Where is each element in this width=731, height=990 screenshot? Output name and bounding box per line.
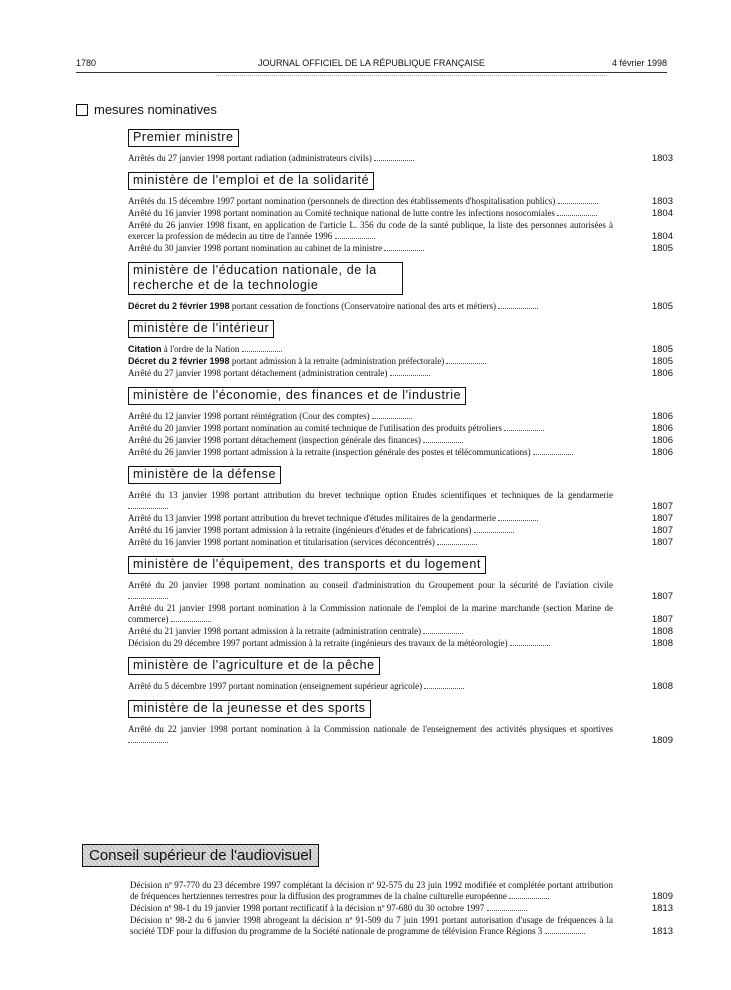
- entry-text: [128, 301, 613, 312]
- entry-description: Décision nº 98-2 du 6 janvier 1998 abrogeant la décision nº 91-509 du 7 juin 1991 portant autorisation d'usage de fréquences à la société TDF pour la diffusion du programme de la Société nationale de programme de télévision France Régions 3: [130, 915, 613, 936]
- entry-description: Arrêté du 16 janvier 1998 portant nomination et titularisation (services déconcentrés): [128, 537, 435, 547]
- header-dotted-rule: [216, 75, 607, 76]
- entry-description: portant admission à la retraite (administration préfectorale): [229, 356, 445, 366]
- journal-title: JOURNAL OFFICIEL DE LA RÉPUBLIQUE FRANÇAISE: [258, 58, 485, 68]
- entry-description: Arrêté du 13 janvier 1998 portant attribution du brevet technique option Etudes scientifiques et techniques de la gendarmerie: [128, 490, 613, 500]
- summary-entry: [128, 196, 673, 207]
- page-reference: 1804: [651, 231, 673, 242]
- page-number: 1780: [76, 58, 97, 68]
- entry-bold-text: Citation: [128, 344, 162, 354]
- entry-text: [128, 537, 613, 548]
- summary-entry: [128, 423, 673, 434]
- summary-entry: [130, 880, 673, 902]
- entry-text: [128, 603, 613, 625]
- dot-leader: [487, 903, 527, 911]
- page-reference: 1805: [651, 344, 673, 355]
- entry-text: [128, 580, 613, 602]
- page-header: [76, 58, 667, 78]
- page-reference: 1805: [651, 243, 673, 254]
- entry-text: [128, 411, 613, 422]
- page-reference: 1808: [651, 681, 673, 692]
- dot-leader: [437, 537, 477, 545]
- summary-entry: [128, 435, 673, 446]
- entry-bold-text: Décret du 2 février 1998: [128, 301, 230, 311]
- dot-leader: [424, 681, 464, 689]
- summary-entry: [130, 903, 673, 914]
- page-reference: 1807: [651, 591, 673, 602]
- page-reference: 1806: [651, 423, 673, 434]
- entry-description: Arrêtés du 15 décembre 1997 portant nomination (personnels de direction des établissements d'hospitalisation publics): [128, 196, 556, 206]
- page-reference: 1807: [651, 614, 673, 625]
- ministry-heading: ministère de l'agriculture et de la pêche: [128, 657, 380, 675]
- ministry-heading: ministère de la défense: [128, 466, 281, 484]
- square-bullet-icon: [76, 104, 88, 116]
- dot-leader: [474, 525, 514, 533]
- ministry-block: [128, 554, 673, 649]
- dot-leader: [128, 735, 168, 743]
- summary-content: [76, 102, 673, 752]
- ministry-block: [128, 385, 673, 458]
- dot-leader: [498, 301, 538, 309]
- ministry-heading: ministère de l'équipement, des transports et du logement: [128, 556, 486, 574]
- entry-description: portant cessation de fonctions (Conservatoire national des arts et métiers): [229, 301, 496, 311]
- summary-entry: [128, 537, 673, 548]
- entry-text: [128, 153, 613, 164]
- dot-leader: [423, 626, 463, 634]
- ministry-heading: ministère de l'emploi et de la solidarité: [128, 172, 374, 190]
- page-reference: 1807: [651, 537, 673, 548]
- dot-leader: [335, 231, 375, 239]
- ministry-block: [128, 698, 673, 746]
- entry-text: [130, 880, 613, 902]
- csa-entries: [130, 880, 673, 938]
- page-reference: 1806: [651, 411, 673, 422]
- page-reference: 1809: [651, 735, 673, 746]
- summary-entry: [128, 208, 673, 219]
- page-reference: 1806: [651, 447, 673, 458]
- header-rule: [76, 72, 667, 73]
- summary-entry: [128, 243, 673, 254]
- entry-description: Arrêté du 5 décembre 1997 portant nomination (enseignement supérieur agricole): [128, 681, 423, 691]
- entry-text: [128, 525, 613, 536]
- dot-leader: [128, 591, 168, 599]
- dot-leader: [390, 368, 430, 376]
- summary-entry: [128, 411, 673, 422]
- issue-date: 4 février 1998: [611, 58, 667, 68]
- dot-leader: [545, 926, 585, 934]
- summary-entry: [128, 490, 673, 512]
- page-reference: 1803: [651, 153, 673, 164]
- entry-description: Arrêté du 26 janvier 1998 portant détachement (inspection générale des finances): [128, 435, 421, 445]
- summary-entry: [128, 580, 673, 602]
- entry-text: [128, 490, 613, 512]
- summary-entry: [128, 724, 673, 746]
- summary-entry: [128, 356, 673, 367]
- page-reference: 1807: [651, 501, 673, 512]
- dot-leader: [533, 447, 573, 455]
- entry-description: Arrêtés du 27 janvier 1998 portant radiation (administrateurs civils): [128, 153, 372, 163]
- page-reference: 1804: [651, 208, 673, 219]
- summary-entry: [128, 626, 673, 637]
- dot-leader: [423, 435, 463, 443]
- summary-entry: [128, 603, 673, 625]
- entry-text: [128, 423, 613, 434]
- entry-text: [128, 356, 613, 367]
- entry-description: Arrêté du 27 janvier 1998 portant détachement (administration centrale): [128, 368, 388, 378]
- entry-text: [128, 435, 613, 446]
- entry-description: Décision nº 97-770 du 23 décembre 1997 complétant la décision nº 92-575 du 23 juin 1992 modifiée et complétée portant attribution de fréquences hertziennes terrestres pour la diffusion des programmes de la chaîne culturelle européenne: [130, 880, 613, 901]
- page-reference: 1803: [651, 196, 673, 207]
- summary-entry: [128, 301, 673, 312]
- page-reference: 1813: [651, 903, 673, 914]
- ministry-heading: ministère de la jeunesse et des sports: [128, 700, 371, 718]
- entry-text: [128, 626, 613, 637]
- ministry-block: [128, 318, 673, 379]
- page-reference: 1809: [651, 891, 673, 902]
- entry-description: Arrêté du 20 janvier 1998 portant nomination au conseil d'administration du Groupement pour la sécurité de l'aviation civile: [128, 580, 613, 590]
- entry-text: [128, 196, 613, 207]
- section-heading: [76, 102, 673, 117]
- dot-leader: [384, 243, 424, 251]
- entry-description: Arrêté du 16 janvier 1998 portant nomination au Comité technique national de lutte contre les infections nosocomiales: [128, 208, 555, 218]
- section-title: mesures nominatives: [94, 102, 217, 117]
- entry-text: [128, 638, 613, 649]
- summary-entry: [128, 368, 673, 379]
- ministry-block: [128, 260, 673, 312]
- ministry-block: [128, 464, 673, 548]
- summary-entry: [128, 447, 673, 458]
- summary-entry: [128, 344, 673, 355]
- ministry-block: [128, 127, 673, 164]
- entry-description: Arrêté du 26 janvier 1998 fixant, en application de l'article L. 356 du code de la santé publique, la liste des personnes autorisées à exercer la profession de médecin au titre de l'année 1996: [128, 220, 613, 241]
- entry-text: [128, 724, 613, 746]
- entry-description: Arrêté du 26 janvier 1998 portant admission à la retraite (inspection générale des postes et télécommunications): [128, 447, 531, 457]
- entry-description: Arrêté du 13 janvier 1998 portant attribution du brevet technique d'études militaires de la gendarmerie: [128, 513, 496, 523]
- dot-leader: [510, 638, 550, 646]
- dot-leader: [374, 153, 414, 161]
- dot-leader: [557, 208, 597, 216]
- summary-entry: [128, 513, 673, 524]
- entry-description: Arrêté du 16 janvier 1998 portant admission à la retraite (ingénieurs d'études et de fabrications): [128, 525, 472, 535]
- page-reference: 1807: [651, 525, 673, 536]
- csa-banner: Conseil supérieur de l'audiovisuel: [82, 844, 319, 867]
- page-reference: 1805: [651, 301, 673, 312]
- entry-description: Arrêté du 21 janvier 1998 portant nomination à la Commission nationale de l'emploi de la marine marchande (section Marine de commerce): [128, 603, 613, 624]
- entry-description: Arrêté du 12 janvier 1998 portant réintégration (Cour des comptes): [128, 411, 370, 421]
- entry-text: [128, 208, 613, 219]
- entry-description: Arrêté du 30 janvier 1998 portant nomination au cabinet de la ministre: [128, 243, 383, 253]
- entry-description: Décision nº 98-1 du 19 janvier 1998 portant rectificatif à la décision nº 97-680 du 30 octobre 1997: [130, 903, 485, 913]
- summary-entry: [128, 681, 673, 692]
- page-reference: 1813: [651, 926, 673, 937]
- entry-text: [128, 368, 613, 379]
- page-reference: 1807: [651, 513, 673, 524]
- entry-text: [130, 915, 613, 937]
- dot-leader: [558, 196, 598, 204]
- entry-text: [128, 344, 613, 355]
- entry-description: à l'ordre de la Nation: [161, 344, 240, 354]
- summary-entry: [128, 220, 673, 242]
- entry-bold-text: Décret du 2 février 1998: [128, 356, 230, 366]
- entry-text: [128, 513, 613, 524]
- entry-description: Arrêté du 21 janvier 1998 portant admission à la retraite (administration centrale): [128, 626, 422, 636]
- ministry-block: [128, 170, 673, 254]
- entry-description: Arrêté du 22 janvier 1998 portant nomination à la Commission nationale de l'enseignement des activités physiques et sportives: [128, 724, 613, 734]
- dot-leader: [372, 411, 412, 419]
- summary-entry: [130, 915, 673, 937]
- summary-entry: [128, 153, 673, 164]
- dot-leader: [446, 356, 486, 364]
- dot-leader: [242, 344, 282, 352]
- page-reference: 1805: [651, 356, 673, 367]
- entry-description: Arrêté du 20 janvier 1998 portant nomination au comité technique de l'utilisation des produits pétroliers: [128, 423, 503, 433]
- entry-text: [128, 243, 613, 254]
- ministry-block: [128, 655, 673, 692]
- entry-text: [128, 447, 613, 458]
- entry-text: [128, 220, 613, 242]
- dot-leader: [504, 423, 544, 431]
- ministry-heading: Premier ministre: [128, 129, 239, 147]
- dot-leader: [509, 891, 549, 899]
- entry-text: [130, 903, 613, 914]
- ministry-heading: ministère de l'économie, des finances et de l'industrie: [128, 387, 466, 405]
- page-reference: 1808: [651, 626, 673, 637]
- dot-leader: [498, 513, 538, 521]
- ministry-heading: ministère de l'intérieur: [128, 320, 274, 338]
- entry-description: Décision du 29 décembre 1997 portant admission à la retraite (ingénieurs des travaux de la météorologie): [128, 638, 508, 648]
- summary-entry: [128, 525, 673, 536]
- page-reference: 1808: [651, 638, 673, 649]
- dot-leader: [171, 614, 211, 622]
- page-reference: 1806: [651, 435, 673, 446]
- dot-leader: [128, 501, 168, 509]
- page-reference: 1806: [651, 368, 673, 379]
- ministries-list: [76, 127, 673, 746]
- entry-text: [128, 681, 613, 692]
- summary-entry: [128, 638, 673, 649]
- ministry-heading: ministère de l'éducation nationale, de la recherche et de la technologie: [128, 262, 403, 295]
